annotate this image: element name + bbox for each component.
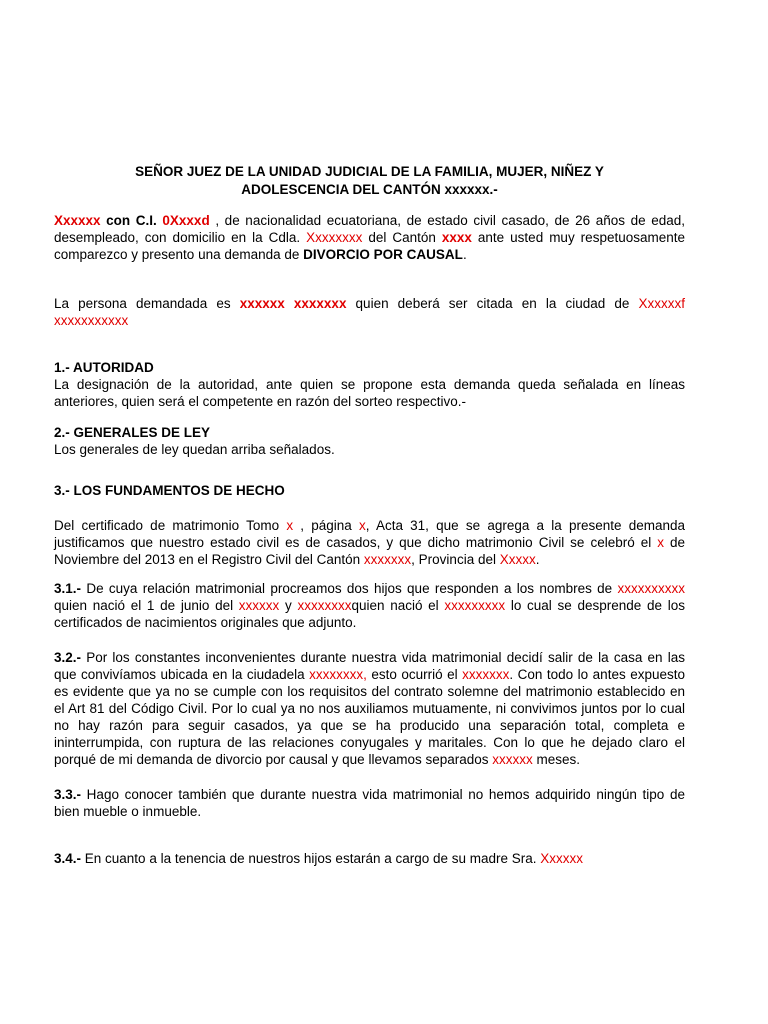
paragraph-3-3-number: 3.3.- (54, 787, 82, 802)
pagina-value: x (359, 518, 366, 533)
section-1-heading: 1.- AUTORIDAD (54, 360, 154, 375)
document-page (54, 163, 685, 867)
cdla-value: Xxxxxxxx (306, 230, 363, 245)
child-2-name: xxxxxxxx (297, 598, 352, 613)
s3-text: , página (293, 518, 359, 533)
p31-text: De cuya relación matrimonial procreamos dos hijos que responden a los nombres de (81, 581, 618, 596)
section-3-intro-paragraph (54, 517, 685, 568)
ci-label: con C.I. (100, 213, 163, 228)
child-1-name: xxxxxxxxxx (617, 581, 685, 596)
section-2-body: Los generales de ley quedan arriba señalados. (54, 442, 335, 457)
demand-type: DIVORCIO POR CAUSAL (303, 247, 463, 262)
paragraph-3-2 (54, 649, 685, 768)
intro-text-4: . (462, 247, 467, 262)
p31-text: lo cual se desprende de los certificados de nacimientos originales que adjunto. (54, 598, 685, 630)
document-title (54, 163, 685, 199)
months-separated: xxxxxx (492, 752, 533, 767)
separation-date: xxxxxxx (462, 667, 510, 682)
p32-text: Por los constantes inconvenientes durante nuestra vida matrimonial decidí salir de la casa en las que convivíamos ubicada en la ciudadela (54, 650, 685, 682)
day-value: x (657, 535, 664, 550)
p31-text: y (279, 598, 298, 613)
plaintiff-name: Xxxxxx (54, 213, 101, 228)
p31-text: quien nació el 1 de junio del (54, 598, 239, 613)
p31-text: quien nació el (351, 598, 445, 613)
paragraph-3-3 (54, 786, 685, 820)
section-1-body: La designación de la autoridad, ante quien se propone esta demanda queda señalada en líneas anteriores, quien será el competente en razón del sorteo respectivo.- (54, 377, 685, 409)
p32-text: . Con todo lo antes expuesto es evidente que ya no se cumple con los requisitos del contrato solemne del matrimonio establecido en el Art 81 del Código Civil. Por lo cual ya no nos auxiliamos mutuamente, ni convivimos juntos por lo cual no hay razón para seguir casados, ya que se ha producido una separación total, completa e ininterrumpida, con ruptura de las relaciones conyugales y maritales. Con lo que he dejado claro el porqué de mi demanda de divorcio por causal y que llevamos separados (54, 667, 685, 767)
s3-text: , Acta 31, que se agrega a la presente demanda justificamos que nuestro estado civil es de casados, y que dicho matrimonio Civil se celebró el (54, 518, 686, 550)
paragraph-3-4 (54, 850, 685, 867)
s3-text: , Provincia del (411, 552, 500, 567)
intro-paragraph (54, 212, 685, 263)
p32-text: meses. (532, 752, 581, 767)
demandada-text-1: La persona demandada es (54, 296, 240, 311)
title-line-2: ADOLESCENCIA DEL CANTÓN xxxxxx.- (241, 182, 498, 197)
section-2-heading: 2.- GENERALES DE LEY (54, 425, 211, 440)
paragraph-3-1-number: 3.1.- (54, 581, 82, 596)
tomo-value: x (286, 518, 294, 533)
paragraph-3-1 (54, 580, 685, 631)
demandada-paragraph (54, 295, 685, 329)
demandada-text-2: quien deberá ser citada en la ciudad de (346, 296, 639, 311)
child-2-date: xxxxxxxxx (444, 598, 506, 613)
p32-text: esto ocurrió el (366, 667, 463, 682)
intro-text-3: ante usted muy respetuosamente comparezco y presento una demanda de (54, 230, 686, 262)
title-line-1: SEÑOR JUEZ DE LA UNIDAD JUDICIAL DE LA FAMILIA, MUJER, NIÑEZ Y (135, 164, 604, 179)
s3-text: . (535, 552, 540, 567)
s3-text: Del certificado de matrimonio Tomo (54, 518, 287, 533)
provincia-value: Xxxxx (499, 552, 536, 567)
mother-name: Xxxxxx (540, 851, 584, 866)
p33-text: Hago conocer también que durante nuestra vida matrimonial no hemos adquirido ningún tipo de bien mueble o inmueble. (54, 787, 685, 819)
ci-value: 0Xxxxd (162, 213, 210, 228)
ciudadela-value: xxxxxxxx, (309, 667, 367, 682)
paragraph-3-2-number: 3.2.- (54, 650, 82, 665)
p34-text: En cuanto a la tenencia de nuestros hijos estarán a cargo de su madre Sra. (81, 851, 541, 866)
canton-value: xxxx (441, 230, 472, 245)
demandada-city: Xxxxxxf xxxxxxxxxxx (54, 296, 685, 328)
s3-text: de Noviembre del 2013 en el Registro Civil del Cantón (54, 535, 685, 567)
intro-text-1: , de nacionalidad ecuatoriana, de estado civil casado, de 26 años de edad, desempleado, con domicilio en la Cdla. (54, 213, 686, 245)
section-3-heading: 3.- LOS FUNDAMENTOS DE HECHO (54, 483, 285, 498)
paragraph-3-4-number: 3.4.- (54, 851, 82, 866)
child-1-year: xxxxxx (238, 598, 280, 613)
registro-canton-value: xxxxxxx (363, 552, 412, 567)
demandada-name: xxxxxx xxxxxxx (239, 296, 347, 311)
intro-text-2: del Cantón (362, 230, 442, 245)
